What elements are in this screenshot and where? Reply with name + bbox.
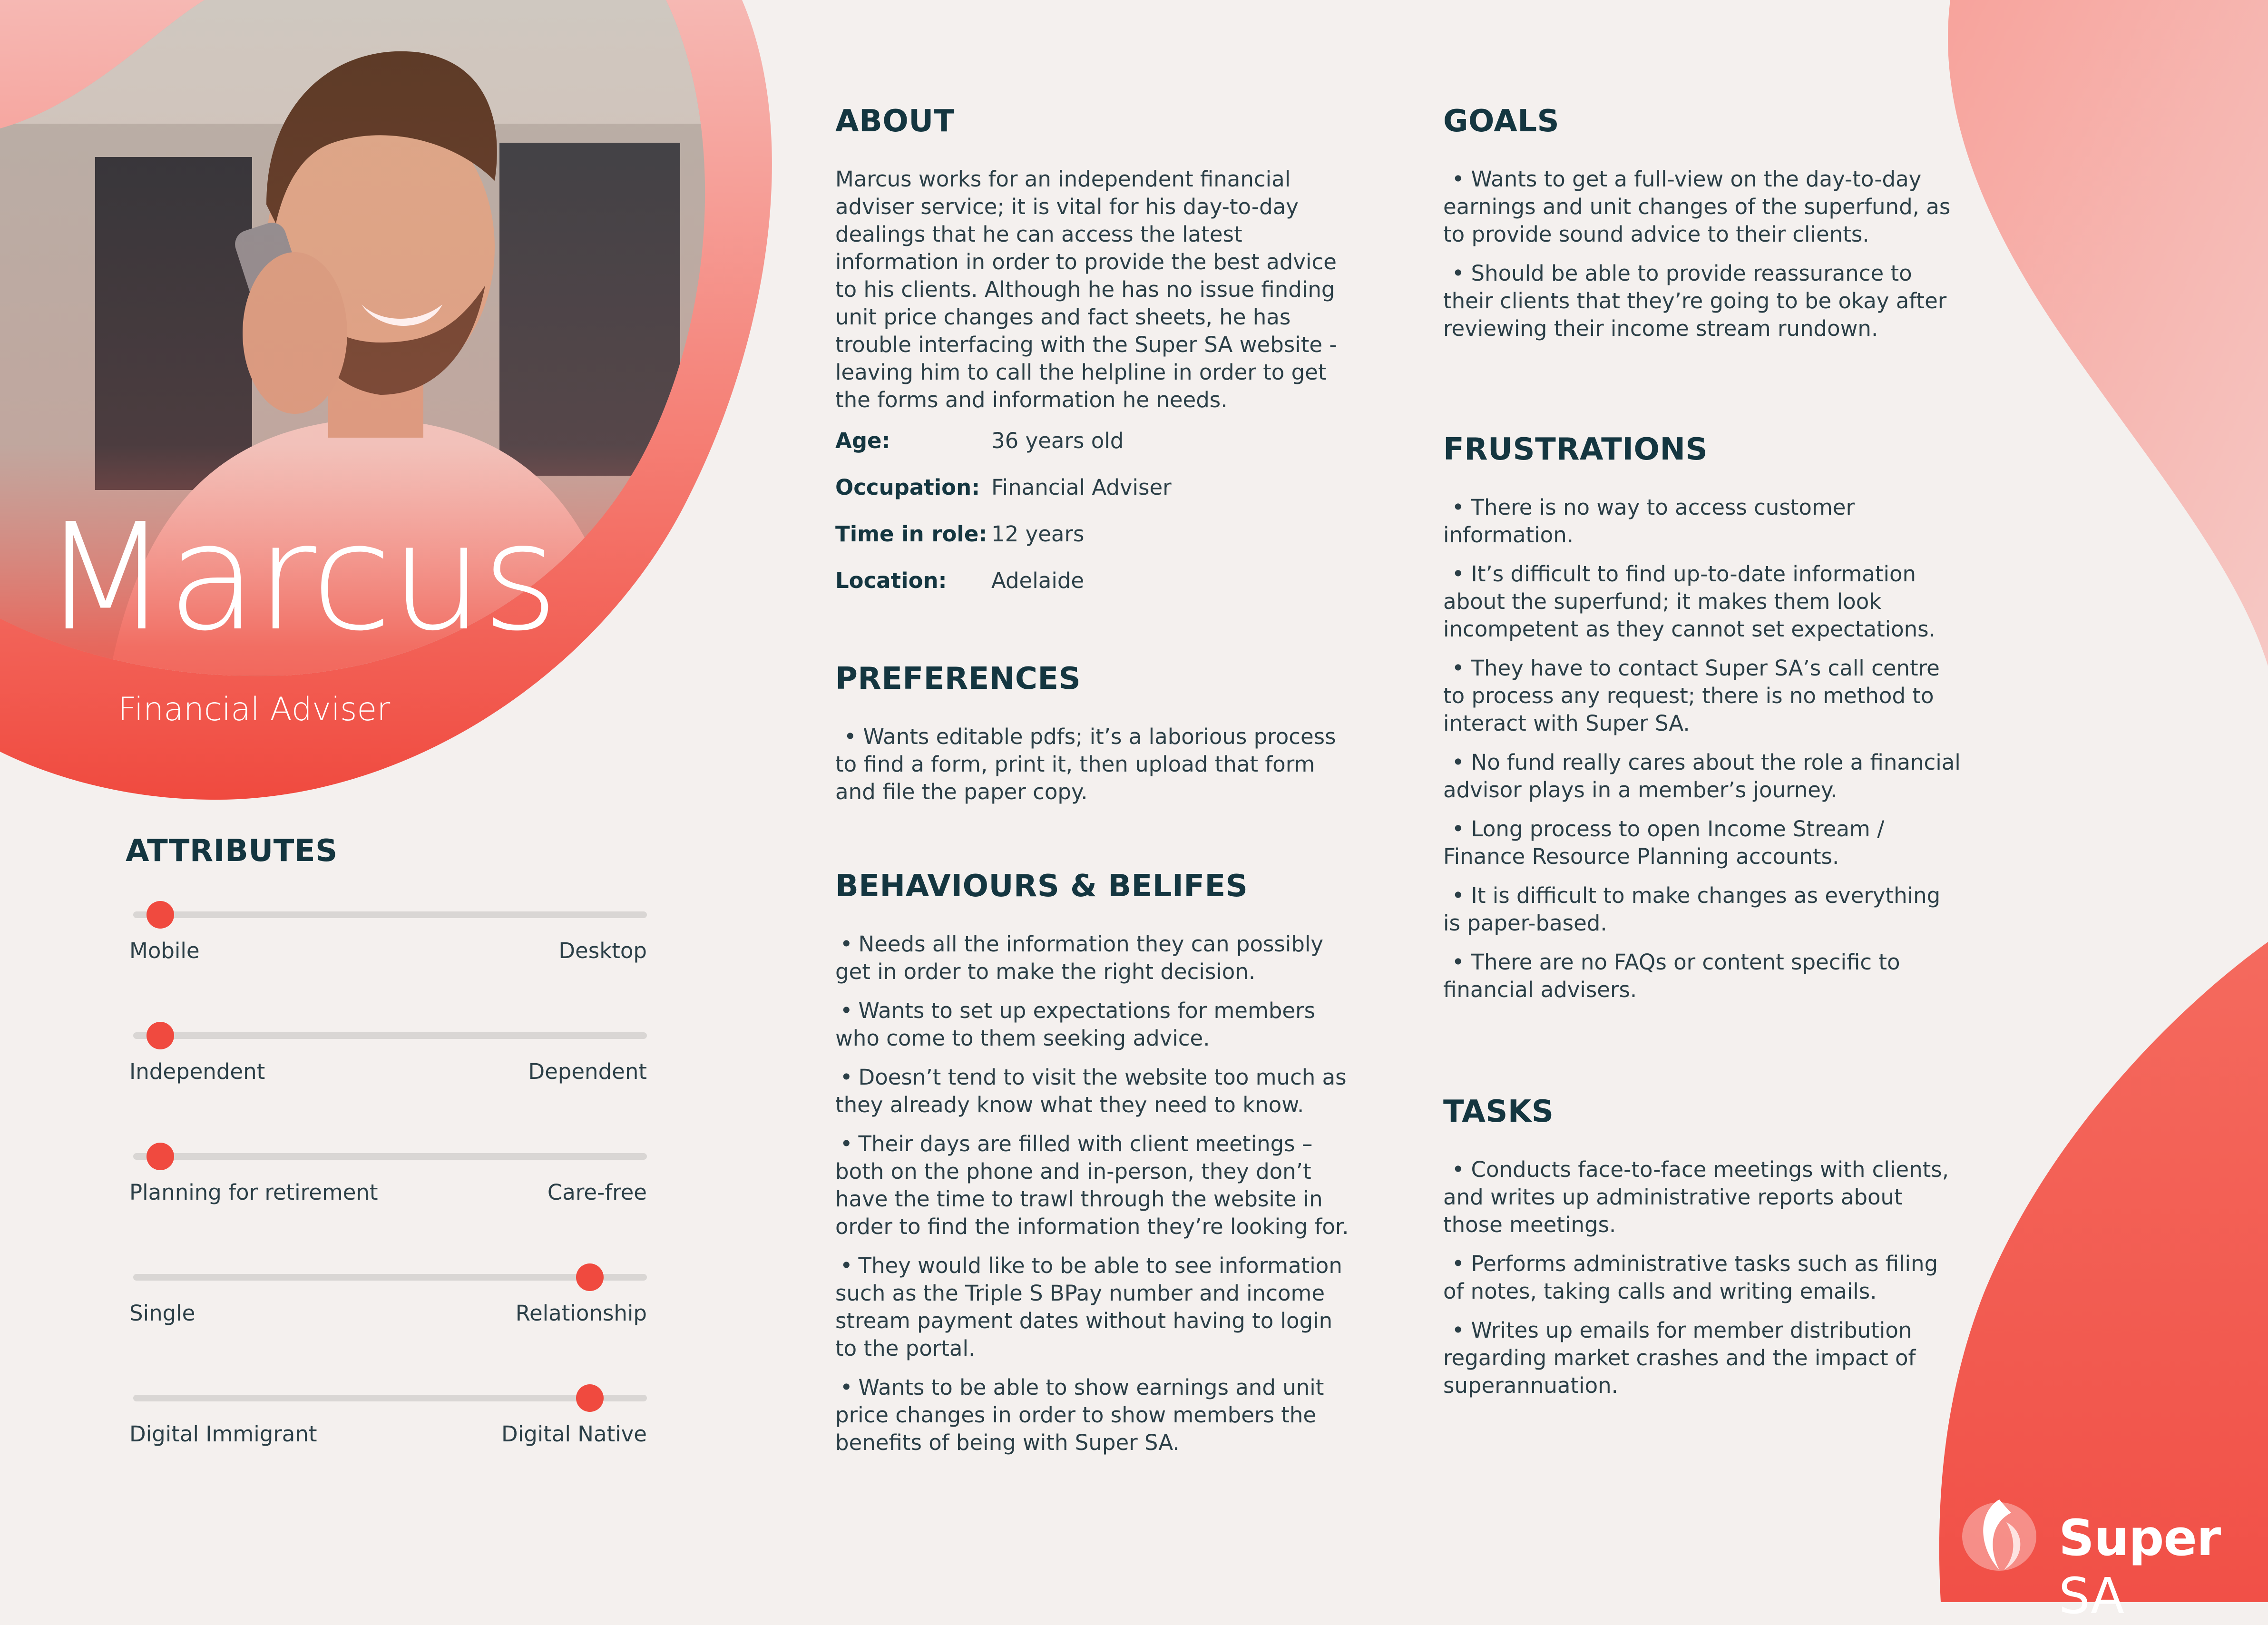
slider-knob[interactable]: [147, 1022, 174, 1049]
attributes-heading: ATTRIBUTES: [126, 833, 338, 869]
fact-row: [835, 427, 1359, 455]
list-item: • Should be able to provide reassurance to their clients that they’re going to be okay after reviewing their income stream rundown.: [1443, 261, 1947, 341]
frustrations-section: [1443, 432, 1976, 1015]
slider-left-label: Digital Immigrant: [129, 1421, 317, 1447]
top-right-blob: [1948, 0, 2268, 666]
about-heading: ABOUT: [835, 104, 955, 139]
super-sa-logo[interactable]: [1959, 1494, 2225, 1625]
frustrations-list: [1443, 494, 1976, 1004]
about-line: the forms and information he needs.: [835, 387, 1228, 412]
slider-right-label: Dependent: [528, 1059, 647, 1084]
tasks-section: [1443, 1094, 1976, 1411]
slider-right-label: Care-free: [547, 1180, 647, 1205]
fact-row: [835, 520, 1359, 548]
goals-section: [1443, 104, 1976, 354]
fact-value: Financial Adviser: [991, 475, 1172, 500]
goals-list: [1443, 166, 1976, 343]
list-item: • Long process to open Income Stream / Finance Resource Planning accounts.: [1443, 816, 1885, 869]
slider-knob[interactable]: [147, 1143, 174, 1170]
list-item: • Conducts face-to-face meetings with clients, and writes up administrative reports about those meetings.: [1443, 1157, 1949, 1237]
list-item: • Wants to set up expectations for members who come to them seeking advice.: [835, 998, 1316, 1051]
about-line: information in order to provide the best advice: [835, 249, 1337, 274]
list-item: • No fund really cares about the role a financial advisor plays in a member’s journey.: [1443, 750, 1961, 803]
list-item: • Their days are filled with client meetings – both on the phone and in-person, they don’t have the time to trawl through the website in order to find the information they’re looking for.: [835, 1131, 1349, 1239]
logo-wordmark: Super SA: [2059, 1509, 2221, 1625]
about-line: leaving him to call the helpline in order to get: [835, 360, 1327, 385]
goals-heading: GOALS: [1443, 104, 1560, 139]
behaviours-section: [835, 869, 1368, 1468]
slider-left-label: Mobile: [129, 938, 200, 963]
list-item: • Wants to be able to show earnings and unit price changes in order to show members the benefits of being with Super SA.: [835, 1375, 1324, 1455]
preferences-section: [835, 661, 1359, 817]
about-line: to his clients. Although he has no issue finding: [835, 277, 1335, 302]
list-item: • Needs all the information they can possibly get in order to make the right decision.: [835, 931, 1324, 984]
slider-knob[interactable]: [576, 1263, 604, 1291]
slider-left-label: Planning for retirement: [129, 1180, 378, 1205]
list-item: • They would like to be able to see information such as the Triple S BPay number and income stream payment dates without having to login to the portal.: [835, 1253, 1342, 1361]
behaviours-list: [835, 930, 1368, 1457]
slider-track: [133, 1032, 647, 1039]
about-line: trouble interfacing with the Super SA website -: [835, 332, 1337, 357]
fact-label: Age:: [835, 428, 890, 453]
about-line: adviser service; it is vital for his day-to-day: [835, 194, 1299, 219]
list-item: • They have to contact Super SA’s call centre to process any request; there is no method to interact with Super SA.: [1443, 656, 1940, 736]
tasks-list: [1443, 1156, 1976, 1400]
slider-knob[interactable]: [576, 1384, 604, 1412]
slider-knob[interactable]: [147, 901, 174, 929]
slider-track: [133, 1395, 647, 1401]
persona-role: Financial Adviser: [118, 691, 391, 728]
slider-track: [133, 911, 647, 918]
fact-label: Location:: [835, 568, 947, 593]
list-item: • Performs administrative tasks such as filing of notes, taking calls and writing emails.: [1443, 1251, 1938, 1304]
fact-row: [835, 567, 1359, 595]
slider-track: [133, 1153, 647, 1160]
slider-right-label: Relationship: [515, 1301, 647, 1326]
fact-value: 36 years old: [991, 428, 1124, 453]
tasks-heading: TASKS: [1443, 1094, 1554, 1129]
fact-label: Occupation:: [835, 475, 980, 500]
list-item: • Wants editable pdfs; it’s a laborious process to find a form, print it, then upload that form and file the paper copy.: [835, 724, 1336, 804]
slider-track: [133, 1274, 647, 1281]
about-text: [835, 166, 1359, 414]
about-line: dealings that he can access the latest: [835, 222, 1242, 247]
attributes-section: [126, 833, 338, 869]
preferences-list: [835, 723, 1359, 806]
list-item: • There is no way to access customer information.: [1443, 495, 1855, 548]
list-item: • Wants to get a full-view on the day-to-day earnings and unit changes of the superfund, as to provide sound advice to their clients.: [1443, 166, 1951, 247]
fact-row: [835, 474, 1359, 501]
persona-photo: [0, 0, 780, 809]
about-section: [835, 104, 1359, 614]
about-line: unit price changes and fact sheets, he has: [835, 304, 1291, 330]
frustrations-heading: FRUSTRATIONS: [1443, 432, 1708, 467]
preferences-heading: PREFERENCES: [835, 661, 1081, 696]
persona-facts: [835, 427, 1359, 595]
fact-value: 12 years: [991, 521, 1085, 547]
slider-left-label: Single: [129, 1301, 196, 1326]
fact-value: Adelaide: [991, 568, 1085, 593]
list-item: • Doesn’t tend to visit the website too much as they already know what they need to know.: [835, 1065, 1347, 1117]
about-line: Marcus works for an independent financial: [835, 166, 1291, 192]
persona-name: Marcus: [42, 492, 557, 664]
super-sa-flame-icon: [1959, 1494, 2040, 1575]
slider-left-label: Independent: [129, 1059, 265, 1084]
list-item: • Writes up emails for member distribution regarding market crashes and the impact of superannuation.: [1443, 1318, 1916, 1398]
behaviours-heading: BEHAVIOURS & BELIFES: [835, 869, 1248, 904]
list-item: • It’s difficult to find up-to-date information about the superfund; it makes them look incompetent as they cannot set expectations.: [1443, 561, 1936, 642]
list-item: • There are no FAQs or content specific to financial advisers.: [1443, 950, 1900, 1002]
slider-right-label: Desktop: [558, 938, 647, 963]
slider-right-label: Digital Native: [501, 1421, 647, 1447]
list-item: • It is difficult to make changes as everything is paper-based.: [1443, 883, 1941, 936]
fact-label: Time in role:: [835, 521, 987, 547]
